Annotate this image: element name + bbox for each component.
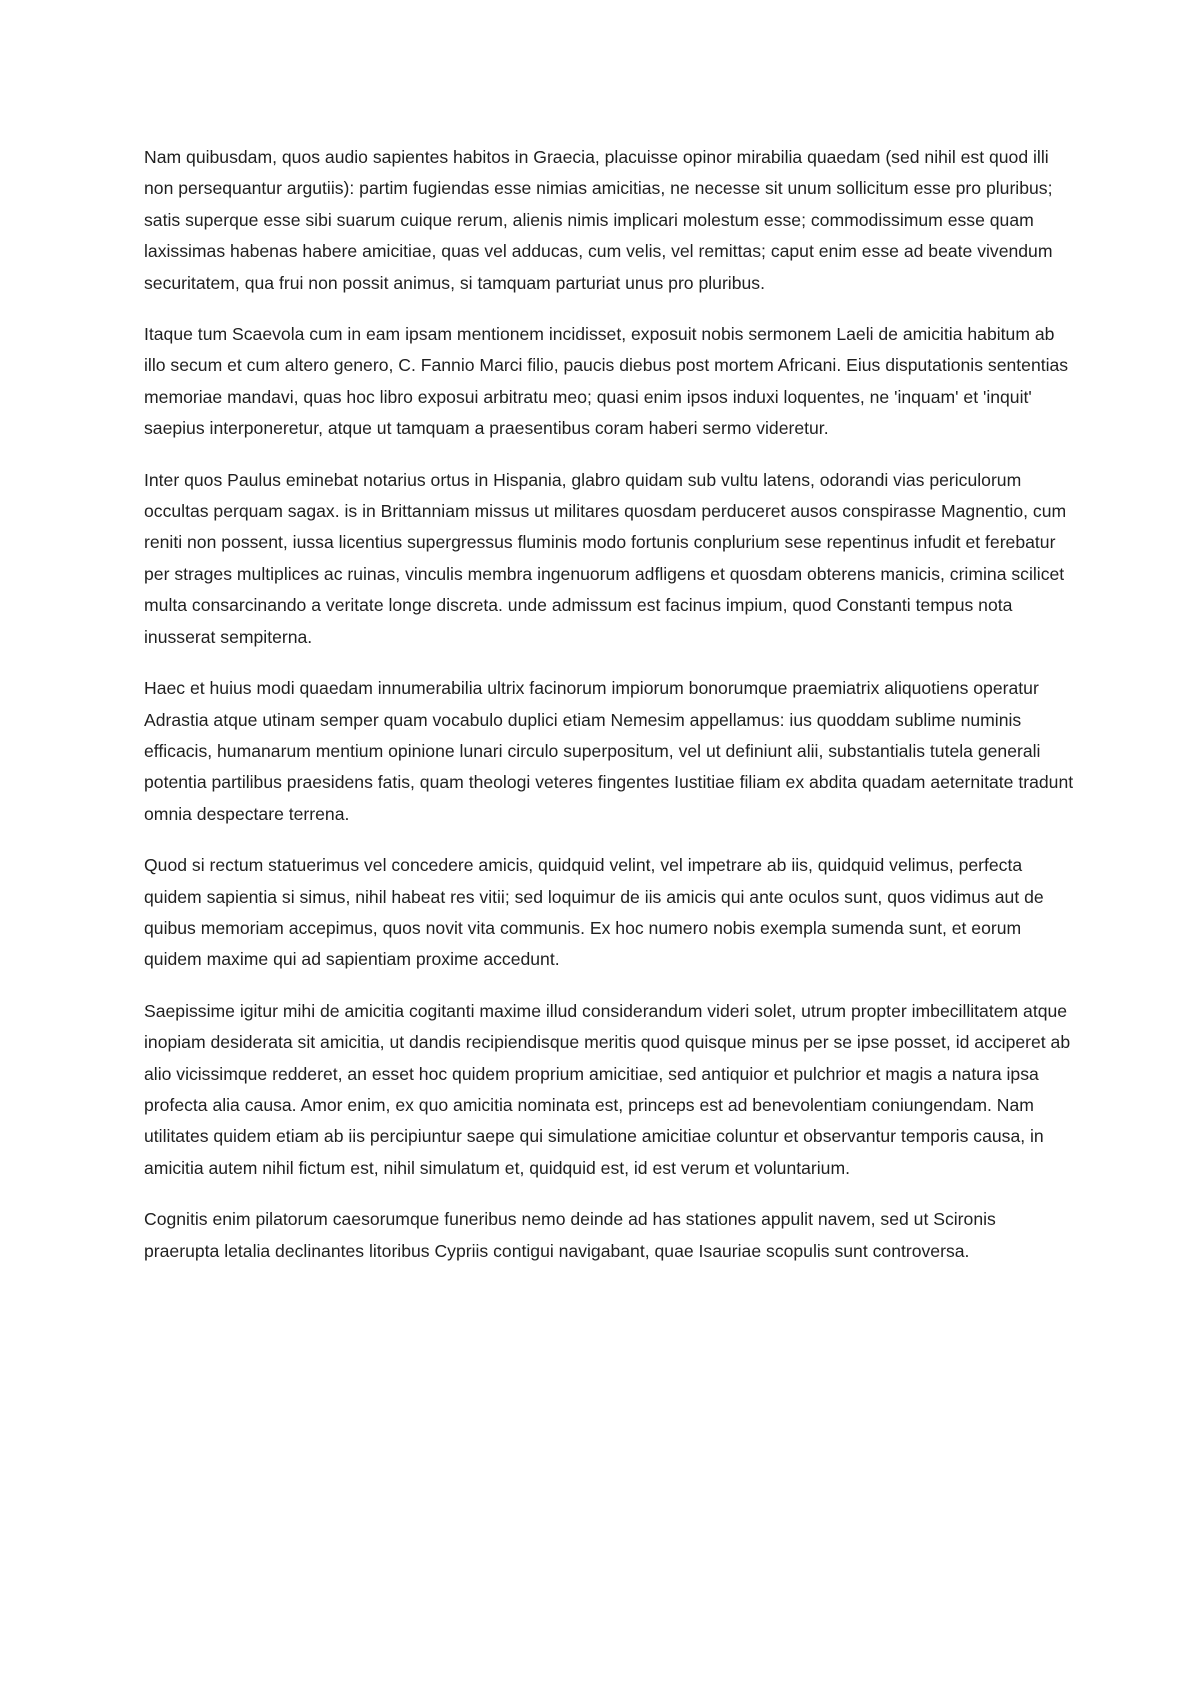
paragraph-1: Nam quibusdam, quos audio sapientes habitos in Graecia, placuisse opinor mirabilia quaedam (sed nihil est quod illi non persequantur argutiis): partim fugiendas esse nimias amicitias, ne necesse sit unum sollicitum esse pro pluribus; satis superque esse sibi suarum cuique rerum, alienis nimis implicari molestum esse; commodissimum esse quam laxissimas habenas habere amicitiae, quas vel adducas, cum velis, vel remittas; caput enim esse ad beate vivendum securitatem, qua frui non possit animus, si tamquam parturiat unus pro pluribus.: [144, 147, 1053, 293]
paragraph-7: Cognitis enim pilatorum caesorumque funeribus nemo deinde ad has stationes appulit navem, sed ut Scironis praerupta letalia declinantes litoribus Cypriis contigui navigabant, quae Isauriae scopulis sunt controversa.: [144, 1209, 996, 1261]
paragraph-3: Inter quos Paulus eminebat notarius ortus in Hispania, glabro quidam sub vultu latens, odorandi vias periculorum occultas perquam sagax. is in Brittanniam missus ut militares quosdam perduceret ausos conspirasse Magnentio, cum reniti non possent, iussa licentius supergressus fluminis modo fortunis conplurium sese repentinus infudit et ferebatur per strages multiplices ac ruinas, vinculis membra ingenuorum adfligens et quosdam obterens manicis, crimina scilicet multa consarcinando a veritate longe discreta. unde admissum est facinus impium, quod Constanti tempus nota inusserat sempiterna.: [144, 469, 1067, 647]
paragraph-4: Haec et huius modi quaedam innumerabilia ultrix facinorum impiorum bonorumque praemiatrix aliquotiens operatur Adrastia atque utinam semper quam vocabulo duplici etiam Nemesim appellamus: ius quoddam sublime numinis efficacis, humanarum mentium opinione lunari circulo superpositum, vel ut definiunt alii, substantialis tutela generali potentia partilibus praesidens fatis, quam theologi veteres fingentes Iustitiae filiam ex abdita quadam aeternitate tradunt omnia despectare terrena.: [144, 678, 1074, 824]
paragraph-2: Itaque tum Scaevola cum in eam ipsam mentionem incidisset, exposuit nobis sermonem Laeli de amicitia habitum ab illo secum et cum altero genero, C. Fannio Marci filio, paucis diebus post mortem Africani. Eius disputationis sententias memoriae mandavi, quas hoc libro exposui arbitratu meo; quasi enim ipsos induxi loquentes, ne 'inquam' et 'inquit' saepius interponeretur, atque ut tamquam a praesentibus coram haberi sermo videretur.: [144, 324, 1069, 439]
paragraph-5: Quod si rectum statuerimus vel concedere amicis, quidquid velint, vel impetrare ab iis, quidquid velimus, perfecta quidem sapientia si simus, nihil habeat res vitii; sed loquimur de iis amicis qui ante oculos sunt, quos vidimus aut de quibus memoriam accepimus, quos novit vita communis. Ex hoc numero nobis exempla sumenda sunt, et eorum quidem maxime qui ad sapientiam proxime accedunt.: [144, 855, 1044, 970]
document-body: [144, 142, 1074, 1287]
paragraph-6: Saepissime igitur mihi de amicitia cogitanti maxime illud considerandum videri solet, utrum propter imbecillitatem atque inopiam desiderata sit amicitia, ut dandis recipiendisque meritis quod quisque minus per se ipse posset, id acciperet ab alio vicissimque redderet, an esset hoc quidem proprium amicitiae, sed antiquior et pulchrior et magis a natura ipsa profecta alia causa. Amor enim, ex quo amicitia nominata est, princeps est ad benevolentiam coniungendam. Nam utilitates quidem etiam ab iis percipiuntur saepe qui simulatione amicitiae coluntur et observantur temporis causa, in amicitia autem nihil fictum est, nihil simulatum et, quidquid est, id est verum et voluntarium.: [144, 1000, 1071, 1178]
